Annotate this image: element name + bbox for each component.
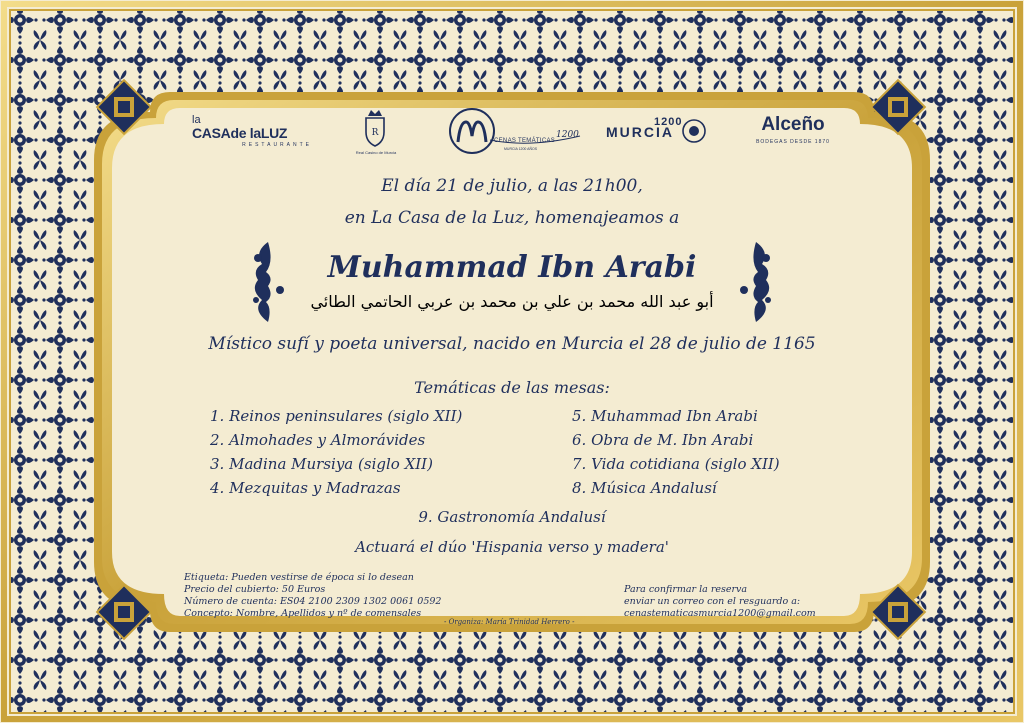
reservation-line: Para confirmar la reserva: [624, 584, 748, 595]
performance-note: Actuará el dúo 'Hispania verso y madera': [355, 538, 669, 556]
logo-alceno-name: Alceño: [761, 114, 825, 135]
theme-item-last: 9. Gastronomía Andalusí: [418, 508, 606, 526]
reservation-line: enviar un correo con el resguardo a:: [624, 596, 801, 607]
reservation-email: cenastematicasmurcia1200@gmail.com: [624, 608, 816, 619]
footer-account-number: Número de cuenta: ES04 2100 2309 1302 0061 0592: [184, 596, 442, 607]
theme-item: 5. Muhammad Ibn Arabi: [572, 407, 758, 425]
footer-dress-code: Etiqueta: Pueden vestirse de época si lo desean: [184, 572, 414, 583]
honoree-name: Muhammad Ibn Arabi: [327, 250, 697, 285]
theme-item: 1. Reinos peninsulares (siglo XII): [210, 407, 463, 425]
invite-line-2: en La Casa de la Luz, homenajeamos a: [344, 208, 680, 228]
footer-organizer: - Organiza: María Trinidad Herrero -: [444, 618, 575, 626]
logo-murcia-year: 1200: [654, 116, 683, 128]
logo-casa-top: la: [192, 114, 201, 126]
logo-murcia-name: MURCIA: [606, 124, 674, 140]
footer-concept: Concepto: Nombre, Apellidos y nº de comensales: [184, 608, 422, 619]
logo-real-casino: Real Casino de Murcia: [355, 150, 397, 155]
themes-left-list: [210, 404, 540, 500]
svg-text:R: R: [371, 128, 379, 138]
logo-casa-sub: RESTAURANTE: [242, 142, 312, 148]
logo-casa-de-la-luz: [192, 115, 312, 148]
logo-casa-main: CASAde laLUZ: [192, 125, 288, 141]
theme-item: 3. Madina Mursiya (siglo XII): [210, 455, 433, 473]
theme-item: 2. Almohades y Almorávides: [210, 431, 426, 449]
theme-item: 4. Mezquitas y Madrazas: [210, 479, 401, 497]
footer-price: Precio del cubierto: 50 Euros: [184, 584, 326, 595]
logo-cenas-sub: MURCIA 1200 AÑOS: [504, 147, 538, 151]
honoree-description: Místico sufí y poeta universal, nacido en Murcia el 28 de julio de 1165: [208, 334, 816, 354]
theme-item: 8. Música Andalusí: [572, 479, 717, 497]
logo-cenas-name: CENAS TEMÁTICAS: [494, 138, 556, 144]
themes-heading: Temáticas de las mesas:: [414, 378, 610, 397]
logo-alceno-sub: BODEGAS DESDE 1870: [756, 139, 830, 145]
honoree-arabic-name: أبو عبد الله محمد بن علي بن محمد بن عربي الحاتمي الطائي: [310, 292, 714, 311]
theme-item: 7. Vida cotidiana (siglo XII): [572, 455, 780, 473]
invite-line-1: El día 21 de julio, a las 21h00,: [381, 176, 643, 196]
logo-cenas-year: 1200: [556, 130, 579, 140]
themes-right-list: [572, 404, 862, 500]
theme-item: 6. Obra de M. Ibn Arabi: [572, 431, 754, 449]
footer-reservation: [624, 584, 864, 620]
footer-details: [184, 572, 484, 620]
